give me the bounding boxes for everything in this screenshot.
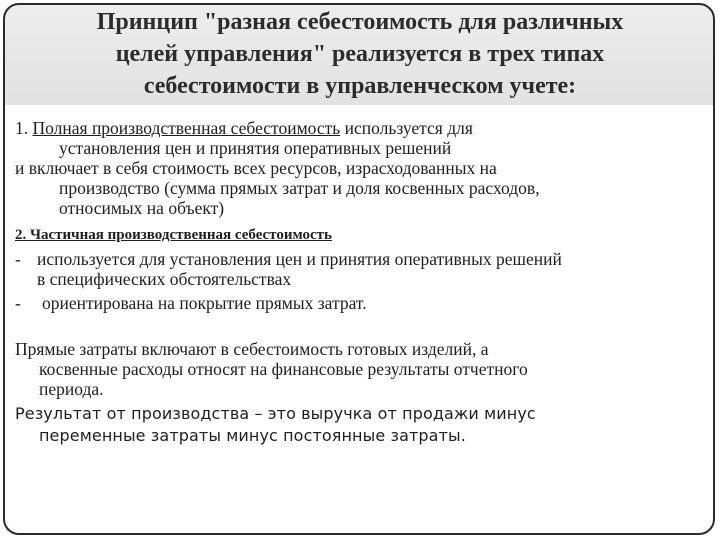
slide-content (15, 118, 707, 447)
item-1 (15, 118, 707, 218)
title-line-1: Принцип "разная себестоимость для различных (96, 9, 624, 35)
item-1-line-3: и включает в себя стоимость всех ресурсов, израсходованных на (15, 158, 497, 178)
item-2-bullet-1 (15, 249, 707, 269)
item-2-heading: 2. Частичная производственная себестоимость (15, 227, 332, 243)
item-1-line-4: производство (сумма прямых затрат и доля косвенных расходов, (59, 178, 540, 198)
item-2-bullet-2 (15, 293, 707, 313)
item-2 (15, 222, 707, 313)
item-1-line-1-rest: используется для (344, 118, 473, 138)
note-2 (15, 403, 707, 447)
note-2-line-1: Результат от производства – это выручка от продажи минус (15, 404, 536, 423)
note-1-line-1: Прямые затраты включают в себестоимость готовых изделий, а (15, 339, 489, 359)
item-1-term: Полная производственная себестоимость (32, 118, 341, 138)
note-1-line-3: периода. (39, 379, 104, 399)
title-line-3: себестоимости в управленческом учете: (143, 73, 577, 99)
note-2-line-2: переменные затраты минус постоянные затраты. (39, 426, 466, 445)
dash-marker-2: - (15, 293, 21, 313)
item-1-line-2: установления цен и принятия оперативных решений (59, 138, 452, 158)
note-1-line-2: косвенные расходы относят на финансовые результаты отчетного (39, 359, 528, 379)
item-1-line-1 (15, 118, 707, 138)
item-2-bullet-1-line-2: в специфических обстоятельствах (37, 269, 292, 289)
item-2-bullet-2-text: ориентирована на покрытие прямых затрат. (42, 293, 367, 313)
item-1-line-5: относимых на объект) (59, 198, 225, 218)
dash-marker-1: - (15, 249, 21, 269)
item-1-number: 1. (15, 118, 29, 138)
item-2-bullet-1-line-1: используется для установления цен и принятия оперативных решений (37, 249, 562, 269)
slide-title (0, 6, 720, 102)
title-line-2: целей управления" реализуется в трех типах (115, 41, 605, 67)
note-1 (15, 339, 707, 399)
